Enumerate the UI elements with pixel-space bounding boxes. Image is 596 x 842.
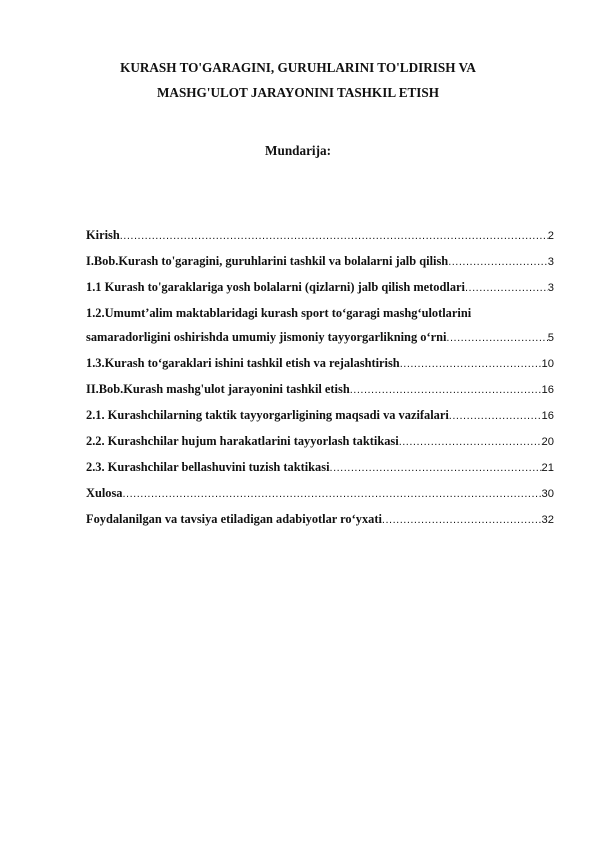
toc-entry-label: Xulosa: [86, 486, 123, 500]
toc-leader-dots: [446, 332, 547, 344]
toc-entry-page: 32: [541, 514, 554, 526]
toc-entry-kirish[interactable]: [86, 228, 554, 254]
toc-entry-label: 1.1 Kurash to'garaklariga yosh bolalarni (qizlarni) jalb qilish metodlari: [86, 280, 465, 294]
toc-leader-dots: [448, 256, 548, 268]
toc-entry-chapter-1[interactable]: [86, 254, 554, 280]
contents-heading: Mundarija:: [265, 143, 331, 158]
toc-entry-page: 3: [547, 256, 554, 268]
toc-entry-2-2[interactable]: [86, 434, 554, 460]
toc-entry-label: 1.3.Kurash to‘garaklari ishini tashkil etish va rejalashtirish: [86, 356, 400, 370]
toc-entry-label: 2.2. Kurashchilar hujum harakatlarini tayyorlash taktikasi: [86, 434, 399, 448]
toc-leader-dots: [330, 462, 542, 474]
title-line-1: KURASH TO'GARAGINI, GURUHLARINI TO'LDIRISH VA: [120, 60, 476, 75]
toc-entry-page: 30: [541, 488, 554, 500]
toc-entry-label: Kirish: [86, 228, 120, 242]
toc-entry-adabiyotlar[interactable]: [86, 512, 554, 538]
toc-entry-label: samaradorligini oshirishda umumiy jismoniy tayyorgarlikning o‘rni: [86, 330, 447, 344]
toc-entry-page: 16: [541, 384, 554, 396]
document-title: [60, 55, 536, 105]
toc-entry-label: 2.1. Kurashchilarning taktik tayyorgarligining maqsadi va vazifalari: [86, 408, 449, 422]
toc-entry-page: 21: [541, 462, 554, 474]
toc-entry-page: 5: [547, 332, 554, 344]
toc-leader-dots: [449, 410, 542, 422]
toc-leader-dots: [399, 436, 542, 448]
toc-entry-label: 1.2.Umumt’alim maktablaridagi kurash sport to‘garagi mashg‘ulotlarini: [86, 306, 472, 320]
toc-entry-1-2-line-1[interactable]: [86, 306, 554, 330]
toc-entry-page: 10: [541, 358, 554, 370]
table-of-contents: [86, 228, 554, 538]
toc-entry-label: 2.3. Kurashchilar bellashuvini tuzish taktikasi: [86, 460, 330, 474]
toc-entry-label: I.Bob.Kurash to'garagini, guruhlarini tashkil va bolalarni jalb qilish: [86, 254, 449, 268]
toc-entry-1-3[interactable]: [86, 356, 554, 382]
toc-entry-xulosa[interactable]: [86, 486, 554, 512]
toc-entry-1-2-line-2[interactable]: [86, 330, 554, 356]
toc-entry-1-1[interactable]: [86, 280, 554, 306]
toc-leader-dots: [123, 488, 542, 500]
toc-leader-dots: [465, 282, 548, 294]
toc-entry-2-3[interactable]: [86, 460, 554, 486]
toc-entry-label: II.Bob.Kurash mashg'ulot jarayonini tashkil etish: [86, 382, 350, 396]
toc-leader-dots: [350, 384, 542, 396]
toc-entry-page: 3: [547, 282, 554, 294]
toc-entry-label: Foydalanilgan va tavsiya etiladigan adabiyotlar ro‘yxati: [86, 512, 382, 526]
toc-entry-2-1[interactable]: [86, 408, 554, 434]
title-line-2: MASHG'ULOT JARAYONINI TASHKIL ETISH: [156, 85, 440, 100]
toc-entry-page: 20: [541, 436, 554, 448]
toc-leader-dots: [382, 514, 542, 526]
toc-entry-chapter-2[interactable]: [86, 382, 554, 408]
toc-leader-dots: [400, 358, 542, 370]
toc-entry-page: 16: [541, 410, 554, 422]
toc-entry-page: 2: [547, 230, 554, 242]
toc-leader-dots: [120, 230, 548, 242]
